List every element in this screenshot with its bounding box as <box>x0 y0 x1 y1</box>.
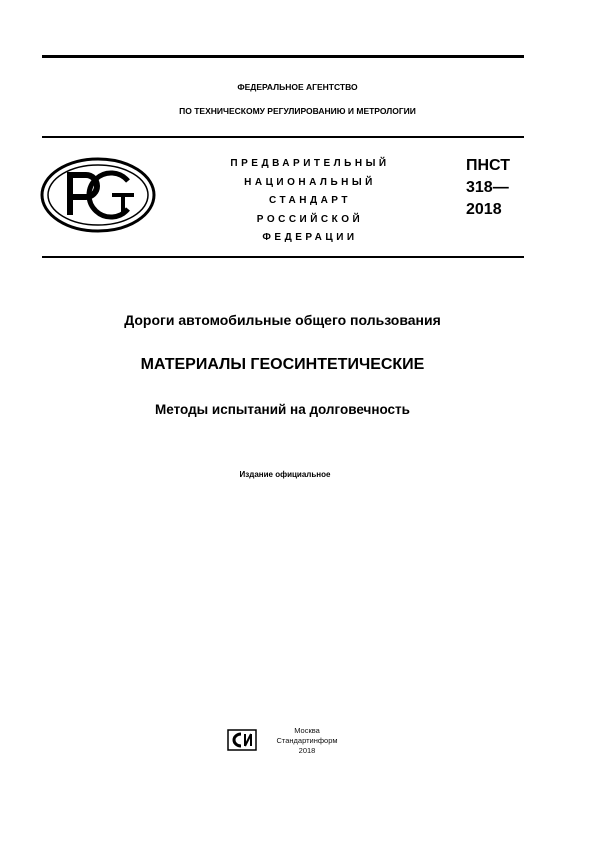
designation-line: ПНСТ <box>466 157 510 174</box>
standard-kind <box>200 155 420 248</box>
edition-label: Издание официальное <box>239 470 331 479</box>
standard-designation <box>466 155 510 221</box>
standard-kind-line: РОССИЙСКОЙ <box>256 213 364 225</box>
designation-line: 318— <box>466 179 509 196</box>
standard-kind-line: НАЦИОНАЛЬНЫЙ <box>244 176 376 188</box>
document-title-line-2: МАТЕРИАЛЫ ГЕОСИНТЕТИЧЕСКИЕ <box>140 356 425 373</box>
document-title-line-3: Методы испытаний на долговечность <box>155 402 410 417</box>
publisher-name: Стандартинформ <box>276 736 338 745</box>
rst-logo <box>40 157 156 238</box>
middle-rule <box>42 136 524 138</box>
designation-line: 2018 <box>466 201 502 218</box>
document-title-line-1: Дороги автомобильные общего пользования <box>124 312 441 328</box>
top-rule <box>42 55 524 58</box>
publisher-city: Москва <box>294 726 320 735</box>
publisher-imprint <box>263 726 351 756</box>
standard-kind-line: СТАНДАРТ <box>269 195 351 206</box>
publisher-year: 2018 <box>298 746 316 755</box>
agency-line-1: ФЕДЕРАЛЬНОЕ АГЕНТСТВО <box>237 82 358 92</box>
standard-kind-line: ФЕДЕРАЦИИ <box>262 232 358 243</box>
standartinform-logo <box>227 729 257 756</box>
standard-kind-line: ПРЕДВАРИТЕЛЬНЫЙ <box>230 158 390 169</box>
agency-line-2: ПО ТЕХНИЧЕСКОМУ РЕГУЛИРОВАНИЮ И МЕТРОЛОГИИ <box>179 106 416 116</box>
bottom-rule <box>42 256 524 258</box>
